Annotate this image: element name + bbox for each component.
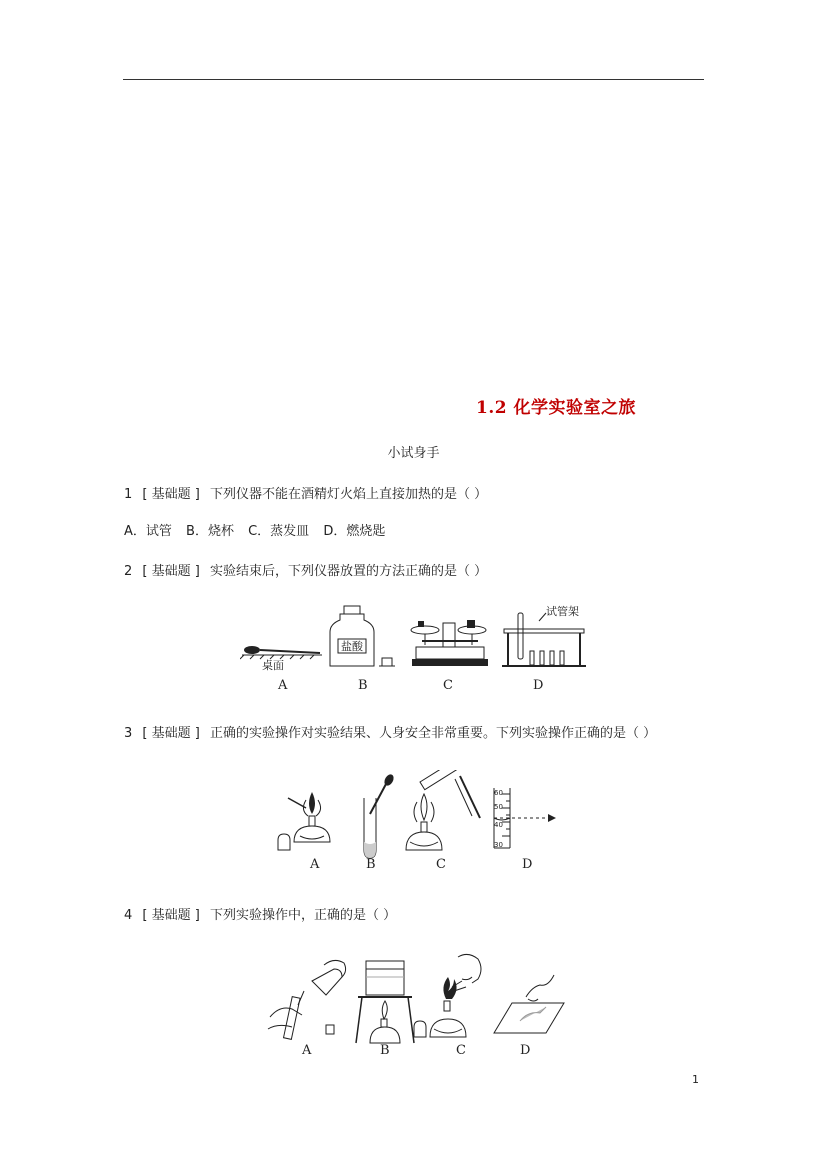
figure-label-d: D — [533, 678, 544, 693]
dropper-on-desk-illustration — [240, 646, 322, 659]
scale-tick: 40 — [494, 821, 503, 829]
question-4 — [124, 904, 396, 923]
scale-tick: 60 — [494, 789, 503, 797]
question-number: 4 — [124, 908, 133, 923]
question-1-choices — [124, 520, 395, 539]
figure-label-a: A — [278, 678, 288, 693]
figure-label-c: C — [436, 857, 446, 872]
rack-label: 试管架 — [546, 605, 579, 618]
scale-tick: 30 — [494, 841, 503, 849]
figure-2 — [240, 603, 600, 693]
section-title: 1.2 化学实验室之旅 — [476, 398, 636, 418]
test-tube-dropper-illustration — [364, 773, 395, 858]
blowing-out-lamp-illustration — [414, 954, 481, 1037]
graduated-cylinder-illustration — [494, 788, 556, 848]
figure-label-b: B — [380, 1043, 390, 1058]
question-tag: [ 基础题 ] — [142, 564, 200, 579]
desk-label: 桌面 — [262, 659, 284, 672]
bottle-label: 盐酸 — [341, 640, 363, 653]
question-2 — [124, 560, 487, 579]
question-number: 2 — [124, 564, 133, 579]
header-rule — [123, 79, 704, 80]
hand-on-paper-illustration — [494, 975, 564, 1033]
choice-b: B．烧杯 — [186, 524, 234, 539]
pouring-liquid-illustration — [268, 960, 346, 1039]
page-number: 1 — [692, 1073, 699, 1086]
figure-label-c: C — [456, 1043, 466, 1058]
question-3 — [124, 722, 656, 741]
figure-label-b: B — [358, 678, 368, 693]
choice-d: D．燃烧匙 — [323, 524, 386, 539]
figure-label-d: D — [522, 857, 533, 872]
question-text: 下列仪器不能在酒精灯火焰上直接加热的是（ ） — [209, 487, 488, 502]
subtitle: 小试身手 — [387, 446, 440, 461]
heating-test-tube-illustration — [406, 770, 480, 850]
question-number: 3 — [124, 726, 133, 741]
scale-tick: 50 — [494, 803, 503, 811]
alcohol-lamp-lighting-illustration — [278, 792, 330, 850]
question-tag: [ 基础题 ] — [142, 726, 200, 741]
figure-label-a: A — [302, 1043, 312, 1058]
reagent-bottle-illustration — [330, 606, 395, 666]
question-1 — [124, 483, 487, 502]
choice-a: A．试管 — [124, 524, 172, 539]
figure-label-b: B — [366, 857, 376, 872]
figure-3 — [272, 770, 562, 875]
test-tube-rack-illustration — [502, 613, 586, 666]
figure-label-c: C — [443, 678, 453, 693]
question-text: 下列实验操作中，正确的是（ ） — [209, 908, 397, 923]
balance-illustration — [411, 620, 488, 666]
question-text: 实验结束后，下列仪器放置的方法正确的是（ ） — [209, 564, 488, 579]
figure-4 — [262, 947, 572, 1062]
question-tag: [ 基础题 ] — [142, 908, 200, 923]
figure-label-d: D — [520, 1043, 531, 1058]
figure-label-a: A — [310, 857, 320, 872]
choice-c: C．蒸发皿 — [248, 524, 310, 539]
question-number: 1 — [124, 487, 133, 502]
question-text: 正确的实验操作对实验结果、人身安全非常重要。下列实验操作正确的是（ ） — [209, 726, 657, 741]
beaker-on-tripod-illustration — [356, 961, 414, 1043]
question-tag: [ 基础题 ] — [142, 487, 200, 502]
